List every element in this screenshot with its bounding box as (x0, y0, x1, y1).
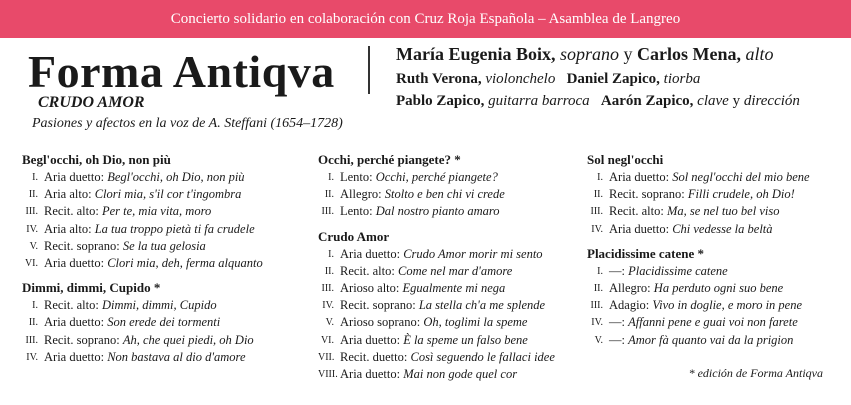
movement-label: Recit. soprano: (340, 298, 416, 313)
movement-label: Allegro: (340, 187, 382, 202)
performers (396, 40, 846, 112)
brand-block (28, 46, 358, 132)
movement-text: Occhi, perché piangete? (375, 170, 498, 184)
movement-label: Aria duetto: (609, 170, 670, 184)
movement-number: IV. (591, 223, 603, 235)
performer-separator: y (619, 44, 638, 64)
movement-text: Chi vedesse la beltà (672, 221, 773, 236)
movement-number: II. (593, 189, 603, 201)
performer-name: Ruth Verona, (396, 71, 482, 87)
movement-text: Crudo Amor morir mi sento (403, 246, 543, 261)
movement-text: Stolto e ben chi vi crede (384, 187, 505, 202)
movement-number: III. (25, 206, 38, 218)
work-block (22, 150, 302, 272)
work-title: Begl'occhi, oh Dio, non più (22, 152, 171, 167)
movement-number: II. (28, 317, 38, 329)
work-block (587, 244, 847, 349)
movement-row (587, 221, 847, 238)
movement-label: Recit. soprano: (44, 332, 120, 347)
work-title: Occhi, perché piangete? * (318, 152, 461, 167)
program-column-1 (22, 150, 302, 372)
performers-line-3 (396, 90, 846, 112)
movement-row (22, 238, 302, 255)
movement-row (587, 263, 847, 280)
movement-row (22, 203, 302, 220)
movement-row (318, 332, 578, 349)
movement-number: I. (597, 172, 603, 183)
movement-row (587, 332, 847, 349)
movement-row (22, 349, 302, 366)
movement-label: Recit. alto: (44, 298, 99, 313)
movement-label: Aria duetto: (44, 256, 105, 271)
movement-label: Lento: (340, 204, 373, 219)
banner: Concierto solidario en colaboración con Cruz Roja Española – Asamblea de Langreo (0, 0, 851, 38)
movement-label: —: (609, 332, 625, 347)
movement-row (22, 169, 302, 186)
movement-label: Recit. duetto: (340, 349, 408, 364)
movement-text: Ma, se nel tuo bel viso (666, 204, 780, 219)
movement-row (587, 169, 847, 186)
movement-row (22, 314, 302, 331)
movement-text: Per te, mia vita, moro (101, 204, 212, 219)
movement-text: Filli crudele, oh Dio! (687, 187, 795, 202)
movement-text: Clori mia, s'il cor t'ingombra (94, 187, 242, 202)
movement-row (587, 280, 847, 297)
movement-text: Sol negl'occhi del mio bene (672, 170, 810, 184)
movement-number: I. (32, 300, 38, 312)
movement-label: Allegro: (609, 281, 651, 296)
movement-label: Aria duetto: (44, 170, 105, 184)
movement-row (22, 332, 302, 349)
movement-row (318, 366, 578, 383)
movement-label: Aria duetto: (340, 332, 401, 347)
movement-row (587, 203, 847, 220)
work-title: Placidissime catene * (587, 245, 704, 261)
movement-row (22, 297, 302, 314)
performer-separator (555, 71, 566, 87)
movement-label: Lento: (340, 170, 373, 184)
movement-label: Aria duetto: (609, 221, 670, 236)
movement-text: Dal nostro pianto amaro (375, 204, 500, 219)
movement-row (587, 314, 847, 331)
movement-text: Mai non gode quel cor (403, 367, 518, 382)
performer-role: dirección (743, 93, 800, 109)
performers-line-1 (396, 40, 846, 68)
movement-row (22, 186, 302, 203)
performers-line-2 (396, 68, 846, 90)
program-title: CRUDO AMOR (38, 94, 145, 111)
performer-role: violonchelo (481, 71, 556, 87)
movement-number: I. (32, 172, 38, 183)
movement-text: Egualmente mi nega (402, 281, 506, 296)
movement-row (318, 246, 578, 263)
movement-text: La tua troppo pietà ti fa crudele (94, 221, 255, 236)
movement-label: Aria duetto: (340, 367, 401, 382)
movement-text: Vivo in doglie, e moro in pene (652, 298, 803, 313)
movement-number: III. (590, 206, 603, 218)
work-block (22, 278, 302, 366)
movement-text: Ha perduto ogni suo bene (653, 281, 784, 296)
movement-number: V. (325, 317, 334, 329)
footnote: * edición de Forma Antiqva (688, 366, 823, 380)
movement-text: Ah, che quei piedi, oh Dio (122, 332, 254, 347)
movement-text: Dimmi, dimmi, Cupido (101, 298, 217, 313)
movement-label: Recit. soprano: (44, 238, 120, 253)
performer-role: clave (693, 93, 729, 109)
movement-label: Aria duetto: (44, 349, 105, 364)
movement-text: Affanni pene e guai voi non farete (628, 315, 798, 330)
movement-row (318, 263, 578, 280)
movement-number: III. (321, 283, 334, 295)
work-title: Dimmi, dimmi, Cupido * (22, 280, 161, 296)
movement-text: Son erede dei tormenti (107, 315, 221, 330)
movement-label: —: (609, 315, 625, 330)
performer-separator (590, 93, 601, 109)
movement-row (22, 255, 302, 272)
movement-number: IV. (26, 223, 38, 235)
movement-number: IV. (591, 317, 603, 329)
movement-label: Recit. alto: (340, 263, 395, 278)
movement-row (318, 203, 578, 220)
movement-text: Oh, toglimi la speme (423, 315, 528, 330)
program-description: Pasiones y afectos en la voz de A. Steffani (1654–1728) (32, 116, 343, 131)
movement-number: I. (328, 248, 334, 260)
movement-number: V. (594, 334, 603, 346)
movement-number: VIII. (318, 369, 338, 381)
performer-name: Pablo Zapico, (396, 93, 485, 109)
movement-label: Aria alto: (44, 221, 92, 236)
movement-row (318, 349, 578, 366)
movement-label: Aria duetto: (44, 315, 105, 330)
movement-text: Amor fà quanto vai da la prigion (628, 332, 794, 347)
movement-number: V. (29, 240, 38, 252)
movement-number: VII. (318, 351, 335, 363)
performer-name: María Eugenia Boix, (396, 44, 556, 64)
movement-text: Se la tua gelosia (122, 238, 206, 253)
performer-role: guitarra barroca (484, 93, 590, 109)
movement-label: Aria duetto: (340, 246, 401, 261)
movement-label: Recit. alto: (44, 204, 99, 219)
movement-number: VI. (320, 334, 334, 346)
movement-number: III. (321, 206, 334, 218)
movement-text: Come nel mar d'amore (397, 263, 513, 278)
movement-number: IV. (26, 351, 38, 363)
performer-name: Carlos Mena, (637, 44, 742, 64)
movement-text: Begl'occhi, oh Dio, non più (107, 170, 245, 184)
performer-separator: y (728, 93, 744, 109)
movement-number: III. (25, 334, 38, 346)
movement-text: La stella ch'a me splende (418, 298, 546, 313)
movement-number: II. (593, 283, 603, 295)
movement-row (587, 186, 847, 203)
movement-label: Arioso alto: (340, 281, 400, 296)
movement-label: Recit. alto: (609, 204, 664, 219)
work-title: Sol negl'occhi (587, 152, 664, 167)
movement-label: —: (609, 263, 625, 278)
movement-number: II. (28, 189, 38, 201)
performer-role: tiorba (659, 71, 701, 87)
movement-row (587, 297, 847, 314)
performer-role: alto (741, 44, 774, 64)
movement-number: VI. (24, 258, 38, 270)
movement-number: III. (590, 300, 603, 312)
work-block (587, 150, 847, 238)
vertical-divider (368, 46, 370, 94)
movement-label: Adagio: (609, 298, 650, 313)
program-column-2 (318, 150, 578, 389)
movement-number: I. (597, 265, 603, 277)
program-column-3 (587, 150, 847, 355)
performer-name: Daniel Zapico, (566, 71, 660, 87)
movement-label: Arioso soprano: (340, 315, 421, 330)
movement-label: Aria alto: (44, 187, 92, 202)
movement-row (318, 169, 578, 186)
movement-row (318, 314, 578, 331)
movement-label: Recit. soprano: (609, 187, 685, 202)
work-block (318, 227, 578, 384)
ensemble-title: Forma Antiqva (28, 46, 335, 97)
work-title: Crudo Amor (318, 228, 390, 244)
performer-role: soprano (555, 44, 620, 64)
movement-number: II. (324, 265, 334, 277)
movement-text: È la speme un falso bene (403, 332, 528, 347)
movement-row (22, 221, 302, 238)
movement-text: Non bastava al dio d'amore (107, 349, 246, 364)
movement-row (318, 280, 578, 297)
movement-row (318, 186, 578, 203)
performer-name: Aarón Zapico, (600, 93, 694, 109)
movement-number: II. (324, 189, 334, 201)
movement-text: Placidissime catene (628, 263, 728, 278)
movement-number: I. (328, 172, 334, 183)
movement-text: Clori mia, deh, ferma alquanto (107, 256, 263, 271)
work-block (318, 150, 578, 221)
movement-row (318, 297, 578, 314)
movement-text: Così seguendo le fallaci idee (410, 349, 555, 364)
movement-number: IV. (322, 300, 334, 312)
